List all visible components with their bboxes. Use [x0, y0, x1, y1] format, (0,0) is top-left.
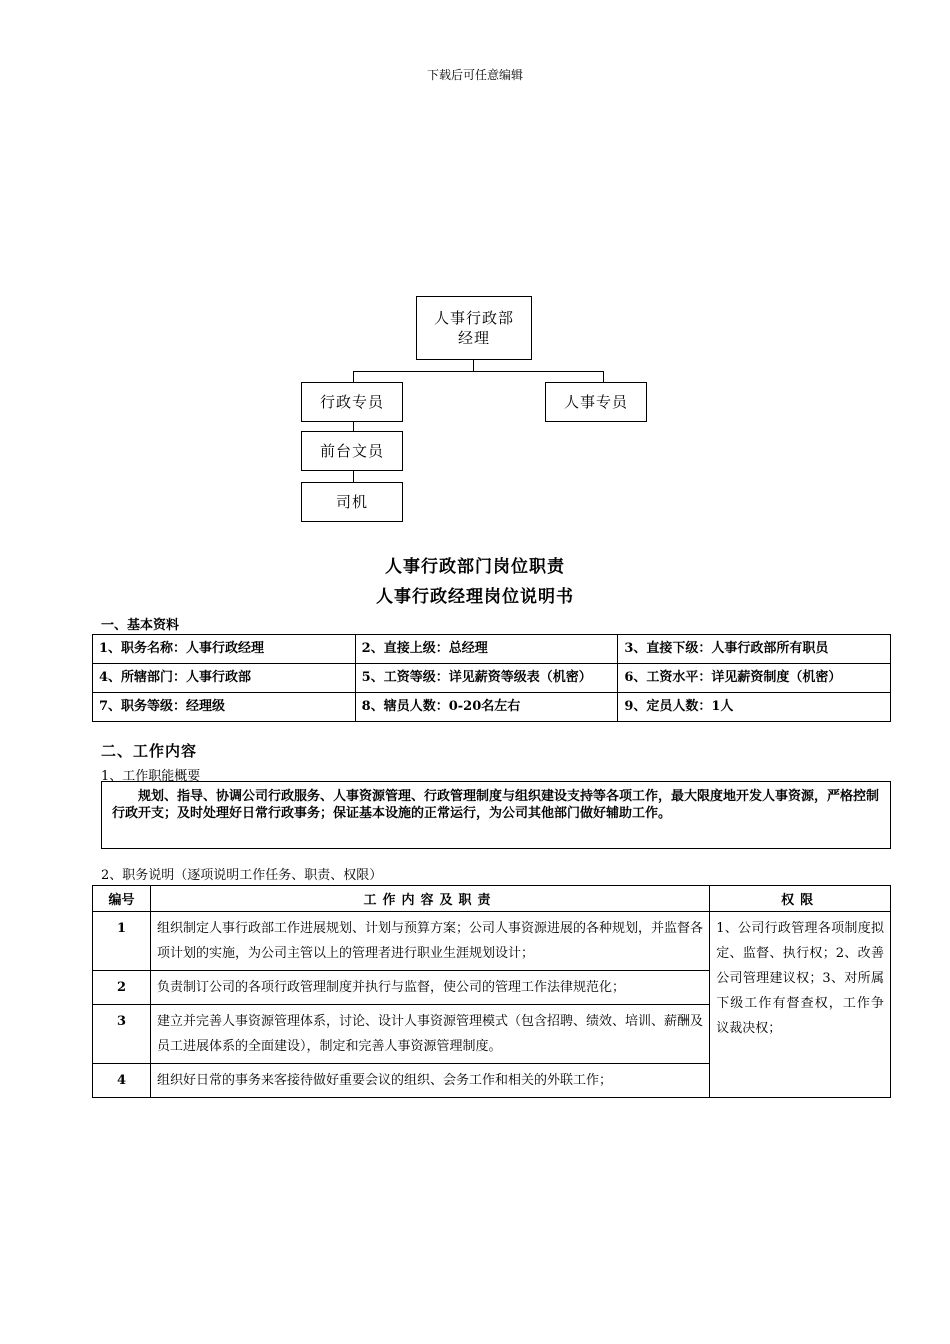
duty-number: 3 — [93, 1005, 151, 1064]
job-summary: 规划、指导、协调公司行政服务、人事资源管理、行政管理制度与组织建设支持等各项工作，最大限度地开发人事资源，严格控制行政开支；及时处理好日常行政事务；保证基本设施的正常运行，为公司其他部门做好辅助工作。 — [101, 781, 891, 849]
duty-text: 负责制订公司的各项行政管理制度并执行与监督，使公司的管理工作法律规范化； — [150, 971, 709, 1005]
org-box-admin-specialist — [301, 382, 403, 422]
basic-info-table — [92, 634, 891, 722]
table-cell: 5、工资等级：详见薪资等级表（机密） — [355, 664, 618, 693]
table-row — [93, 912, 891, 971]
col-header-duties: 工作内容及职责 — [150, 886, 709, 912]
duty-text: 建立并完善人事资源管理体系，讨论、设计人事资源管理模式（包含招聘、绩效、培训、薪酬及员工进展体系的全面建设），制定和完善人事资源管理制度。 — [150, 1005, 709, 1064]
table-row — [93, 693, 891, 722]
org-driver-label: 司机 — [335, 493, 368, 511]
section2-heading: 二、工作内容 — [101, 742, 198, 760]
table-cell: 8、辖员人数：0-20名左右 — [355, 693, 618, 722]
table-cell: 3、直接下级：人事行政部所有职员 — [618, 635, 891, 664]
table-cell: 6、工资水平：详见薪资制度（机密） — [618, 664, 891, 693]
duty-text: 组织好日常的事务来客接待做好重要会议的组织、会务工作和相关的外联工作； — [150, 1064, 709, 1098]
duty-table — [92, 885, 891, 1098]
table-cell: 9、定员人数：1人 — [618, 693, 891, 722]
section2-sub1: 1、工作职能概要 — [101, 769, 201, 784]
org-box-hr-specialist — [545, 382, 647, 422]
duty-number: 2 — [93, 971, 151, 1005]
duty-number: 1 — [93, 912, 151, 971]
org-hr-label: 人事专员 — [563, 393, 628, 411]
org-box-receptionist — [301, 431, 403, 471]
org-box-driver — [301, 482, 403, 522]
sub-title: 人事行政经理岗位说明书 — [376, 587, 574, 607]
section2-sub2: 2、职务说明（逐项说明工作任务、职责、权限） — [101, 868, 383, 883]
table-cell: 7、职务等级：经理级 — [93, 693, 356, 722]
header-note: 下载后可任意编辑 — [426, 68, 523, 82]
table-row — [93, 635, 891, 664]
org-manager-line2: 经理 — [457, 329, 490, 347]
org-connector — [353, 371, 604, 372]
org-receptionist-label: 前台文员 — [319, 442, 384, 460]
duty-text: 组织制定人事行政部工作进展规划、计划与预算方案；公司人事资源进展的各种规划，并监督各项计划的实施，为公司主管以上的管理者进行职业生涯规划设计； — [150, 912, 709, 971]
section1-heading: 一、基本资料 — [101, 618, 180, 633]
main-title: 人事行政部门岗位职责 — [385, 557, 565, 577]
col-header-number: 编号 — [93, 886, 151, 912]
table-cell: 1、职务名称：人事行政经理 — [93, 635, 356, 664]
table-header-row — [93, 886, 891, 912]
org-admin-label: 行政专员 — [319, 393, 384, 411]
org-box-manager — [416, 296, 532, 360]
col-header-authority: 权限 — [710, 886, 891, 912]
duty-number: 4 — [93, 1064, 151, 1098]
authority-cell: 1、公司行政管理各项制度拟定、监督、执行权；2、改善公司管理建议权；3、对所属下级工作有督查权，工作争议裁决权； — [710, 912, 891, 1098]
table-row — [93, 664, 891, 693]
org-manager-line1: 人事行政部 — [433, 309, 514, 327]
table-cell: 2、直接上级：总经理 — [355, 635, 618, 664]
table-cell: 4、所辖部门：人事行政部 — [93, 664, 356, 693]
